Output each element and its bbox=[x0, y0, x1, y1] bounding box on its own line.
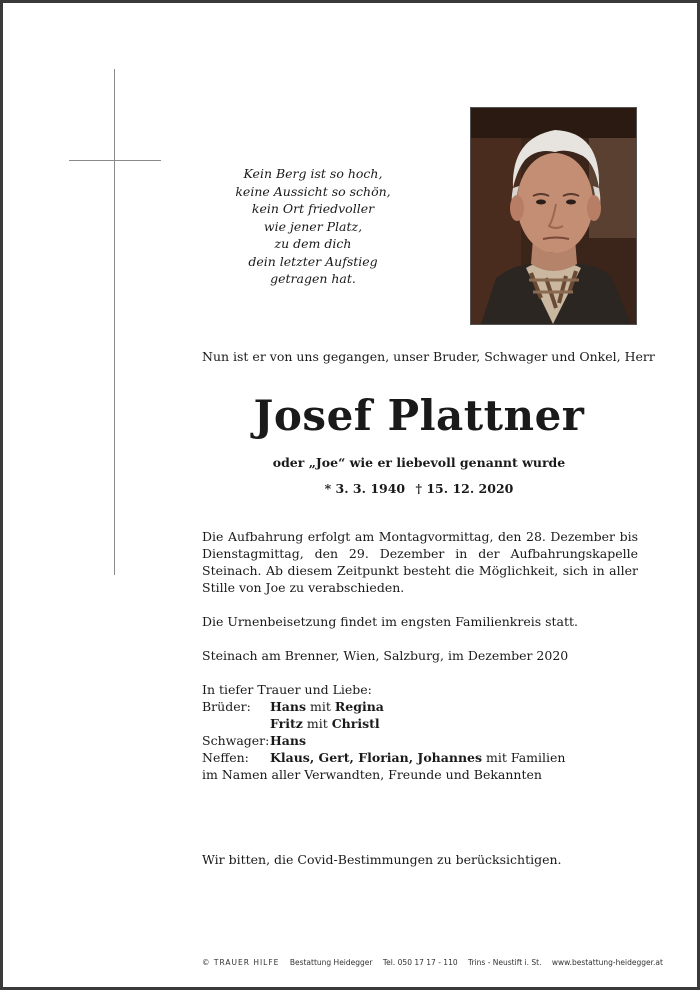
death-date: † 15. 12. 2020 bbox=[415, 481, 514, 496]
partner-name: Christl bbox=[331, 716, 380, 731]
poem-line: dein letzter Aufstieg bbox=[248, 253, 378, 269]
birth-date: * 3. 3. 1940 bbox=[324, 481, 406, 496]
mourners-row bbox=[202, 715, 642, 732]
mourners-row bbox=[202, 749, 642, 766]
inlaw-label: Schwager: bbox=[202, 733, 270, 748]
portrait-photo bbox=[470, 107, 637, 325]
footer-website[interactable]: www.bestattung-heidegger.at bbox=[551, 958, 663, 967]
brothers-label: Brüder: bbox=[202, 699, 251, 714]
nephews-label: Neffen: bbox=[202, 750, 249, 765]
with-word: mit bbox=[306, 716, 328, 731]
poem-line: Kein Berg ist so hoch, bbox=[243, 166, 383, 181]
place-date: Steinach am Brenner, Wien, Salzburg, im Dezember 2020 bbox=[202, 648, 569, 663]
brother-name: Hans bbox=[270, 699, 307, 714]
footer-logo: © TRAUER HILFE bbox=[202, 958, 280, 967]
poem bbox=[228, 165, 398, 288]
poem-line: kein Ort friedvoller bbox=[251, 201, 375, 216]
brothers-entry-1 bbox=[270, 698, 384, 715]
footer-locations: Trins - Neustift i. St. bbox=[468, 958, 542, 967]
intro-text: Nun ist er von uns gegangen, unser Bruder, Schwager und Onkel, Herr bbox=[202, 349, 655, 364]
nephews-suffix: mit Familien bbox=[486, 750, 566, 765]
empty-label bbox=[202, 715, 270, 732]
mourners-closing-text: im Namen aller Verwandten, Freunde und Bekannten bbox=[202, 767, 542, 782]
inlaw-entry bbox=[270, 732, 306, 749]
mourners-heading-text: In tiefer Trauer und Liebe: bbox=[202, 682, 372, 697]
with-word: mit bbox=[310, 699, 331, 714]
nephews-names: Klaus, Gert, Florian, Johannes bbox=[270, 750, 483, 765]
nephews-entry bbox=[270, 749, 565, 766]
mourners-heading bbox=[202, 681, 642, 698]
nickname: oder „Joe“ wie er liebevoll genannt wurde bbox=[272, 455, 566, 470]
cross-vertical-bar bbox=[114, 69, 115, 575]
footer-phone: Tel. 050 17 17 - 110 bbox=[382, 958, 458, 967]
poem-line: zu dem dich bbox=[274, 236, 352, 251]
poem-line: getragen hat. bbox=[270, 271, 356, 286]
mourners-closing bbox=[202, 766, 642, 783]
brother-name: Fritz bbox=[270, 716, 303, 731]
mourners-row bbox=[202, 698, 642, 715]
partner-name: Regina bbox=[334, 699, 384, 714]
brothers-entry-2 bbox=[270, 715, 380, 732]
burial-info: Die Urnenbeisetzung findet im engsten Familienkreis statt. bbox=[202, 614, 579, 629]
cross-horizontal-bar bbox=[69, 160, 161, 161]
covid-notice: Wir bitten, die Covid-Bestimmungen zu berücksichtigen. bbox=[202, 852, 562, 867]
mourners-row bbox=[202, 732, 642, 749]
poem-line: wie jener Platz, bbox=[263, 218, 363, 234]
deceased-name: Josef Plattner bbox=[253, 391, 585, 440]
poem-line: keine Aussicht so schön, bbox=[235, 183, 391, 199]
footer bbox=[202, 958, 663, 967]
life-dates bbox=[202, 481, 636, 496]
viewing-info: Die Aufbahrung erfolgt am Montagvormittag, den 28. Dezember bis Dienstagmittag, den 29. Dezember in der Aufbahrungskapelle Steinach. Ab diesem Zeitpunkt besteht die Möglichkeit, sich in aller Stille von Joe zu verabschieden. bbox=[202, 529, 638, 595]
footer-company: Bestattung Heidegger bbox=[289, 958, 373, 967]
mourners-list bbox=[202, 681, 642, 783]
inlaw-name: Hans bbox=[270, 733, 307, 748]
